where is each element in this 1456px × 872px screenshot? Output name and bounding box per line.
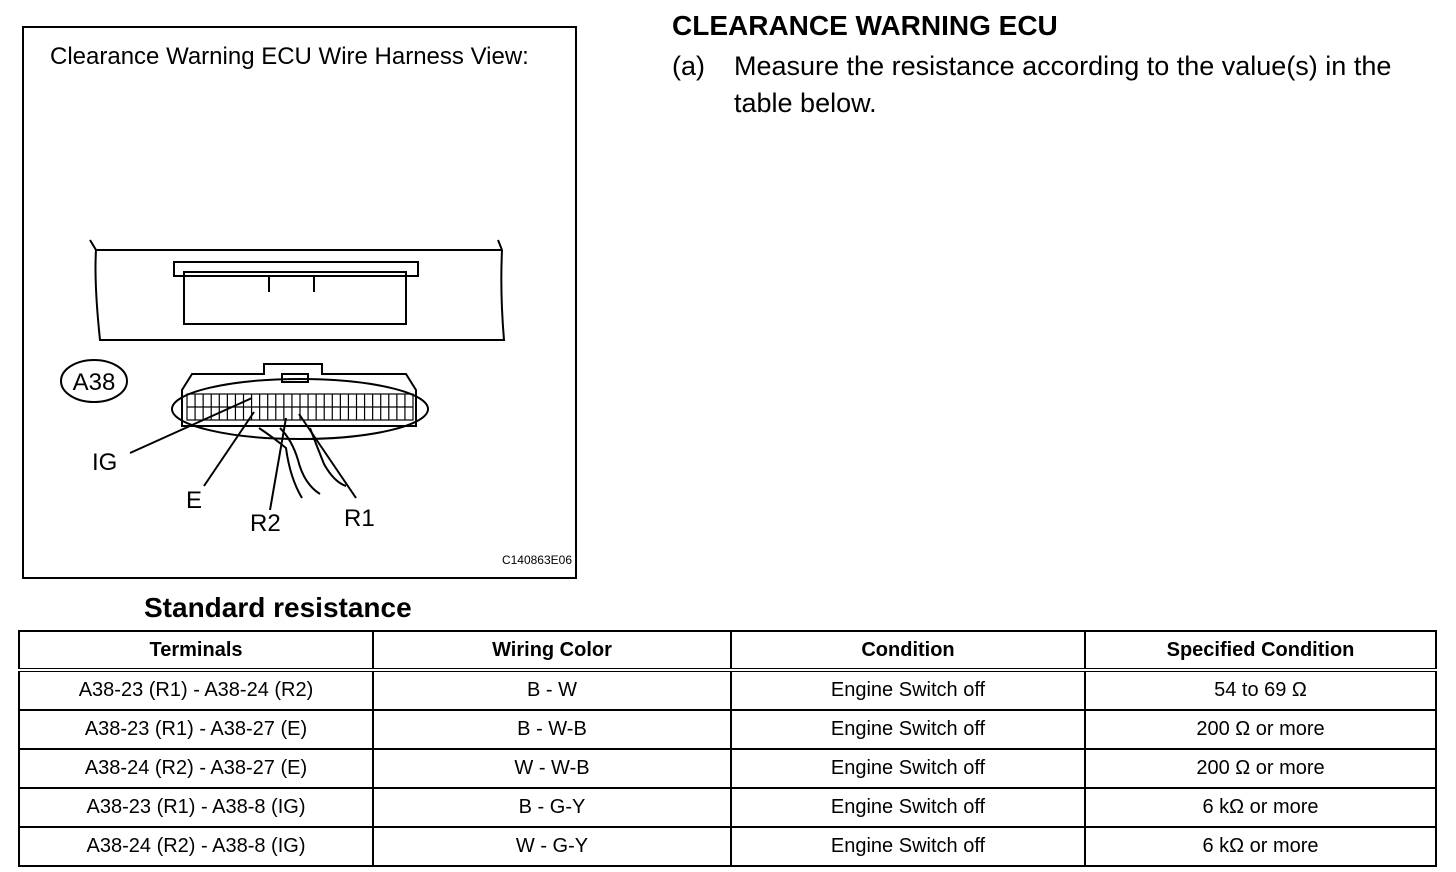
r2-leader	[270, 418, 286, 510]
cell-condition: Engine Switch off	[731, 788, 1085, 827]
cell-condition: Engine Switch off	[731, 710, 1085, 749]
cell-wiring-color: W - W-B	[373, 749, 731, 788]
section-title: CLEARANCE WARNING ECU	[672, 10, 1058, 41]
table-row	[19, 710, 1436, 749]
cell-terminals: A38-24 (R2) - A38-8 (IG)	[19, 827, 373, 866]
table-header-row	[19, 631, 1436, 670]
header-terminals: Terminals	[19, 631, 373, 670]
header-wiring-color: Wiring Color	[373, 631, 731, 670]
harness-figure	[22, 26, 577, 579]
figure-code: C140863E06	[501, 553, 572, 567]
connector-id: A38	[72, 369, 116, 396]
cell-specified: 6 kΩ or more	[1085, 827, 1436, 866]
table-row	[19, 749, 1436, 788]
table-row	[19, 827, 1436, 866]
cell-condition: Engine Switch off	[731, 670, 1085, 710]
pin-label-ig: IG	[92, 449, 118, 476]
cell-terminals: A38-23 (R1) - A38-24 (R2)	[19, 670, 373, 710]
table-row	[19, 788, 1436, 827]
header-condition: Condition	[731, 631, 1085, 670]
cell-terminals: A38-24 (R2) - A38-27 (E)	[19, 749, 373, 788]
figure-title: Clearance Warning ECU Wire Harness View:	[50, 43, 529, 70]
cell-specified: 54 to 69 Ω	[1085, 670, 1436, 710]
pin-label-r1: R1	[344, 505, 375, 532]
cell-condition: Engine Switch off	[731, 749, 1085, 788]
cell-specified: 200 Ω or more	[1085, 710, 1436, 749]
step-marker: (a)	[672, 51, 705, 81]
connector-diagram	[24, 28, 575, 577]
table-row	[19, 670, 1436, 710]
cell-wiring-color: W - G-Y	[373, 827, 731, 866]
table-caption: Standard resistance	[144, 592, 412, 623]
pin-label-e: E	[186, 487, 203, 514]
cell-wiring-color: B - W-B	[373, 710, 731, 749]
cell-terminals: A38-23 (R1) - A38-27 (E)	[19, 710, 373, 749]
pin-label-r2: R2	[250, 510, 281, 537]
e-leader	[204, 412, 254, 486]
cell-specified: 200 Ω or more	[1085, 749, 1436, 788]
cell-condition: Engine Switch off	[731, 827, 1085, 866]
cell-wiring-color: B - G-Y	[373, 788, 731, 827]
ecu-housing	[96, 250, 505, 340]
header-specified-condition: Specified Condition	[1085, 631, 1436, 670]
resistance-table	[18, 630, 1437, 867]
cell-terminals: A38-23 (R1) - A38-8 (IG)	[19, 788, 373, 827]
cell-specified: 6 kΩ or more	[1085, 788, 1436, 827]
ecu-receptacle	[184, 272, 406, 324]
step-text: Measure the resistance according to the value(s) in the table below.	[734, 51, 1392, 118]
cell-wiring-color: B - W	[373, 670, 731, 710]
